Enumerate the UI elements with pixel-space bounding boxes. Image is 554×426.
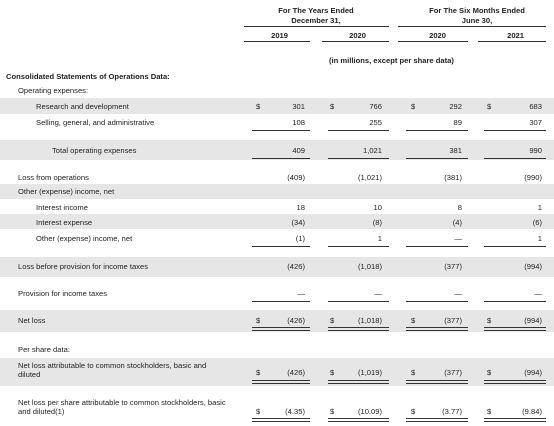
value-cell: — xyxy=(374,289,382,298)
subtotal-rule xyxy=(328,158,389,159)
row-label: Research and development xyxy=(36,102,129,111)
row-label: Provision for income taxes xyxy=(18,289,108,298)
subtotal-rule xyxy=(328,130,389,131)
units-note: (in millions, except per share data) xyxy=(329,56,454,65)
years-header-title: For The Years Ended xyxy=(278,6,354,15)
col-rule xyxy=(478,41,546,42)
row-label: Other (expense) income, net xyxy=(18,187,115,196)
subtotal-rule xyxy=(484,158,546,159)
value-cell: 683 xyxy=(529,102,542,111)
col-header-2020-year: 2020 xyxy=(349,31,366,40)
dollar-sign: $ xyxy=(487,407,492,416)
value-cell: (1,019) xyxy=(357,368,382,377)
value-cell: (9.84) xyxy=(522,407,542,416)
value-cell: 255 xyxy=(369,118,382,127)
double-rule xyxy=(484,327,546,331)
years-header-sub: December 31, xyxy=(291,16,341,25)
subtotal-rule xyxy=(328,301,389,302)
value-cell: (381) xyxy=(444,173,462,182)
value-cell: 381 xyxy=(449,146,462,155)
dollar-sign: $ xyxy=(256,368,261,377)
value-cell: (426) xyxy=(287,316,305,325)
value-cell: 301 xyxy=(292,102,305,111)
value-cell: 10 xyxy=(373,203,382,212)
dollar-sign: $ xyxy=(487,102,492,111)
value-cell: (1,018) xyxy=(357,316,382,325)
subtotal-rule xyxy=(252,246,310,247)
dollar-sign: $ xyxy=(330,368,335,377)
value-cell: — xyxy=(454,234,462,243)
row-label: Operating expenses: xyxy=(18,86,89,95)
subtotal-rule xyxy=(406,130,468,131)
value-cell: (994) xyxy=(524,262,542,271)
value-cell: — xyxy=(454,289,462,298)
value-cell: (34) xyxy=(291,218,305,227)
six-months-header-title: For The Six Months Ended xyxy=(429,6,525,15)
value-cell: (8) xyxy=(372,218,382,227)
dollar-sign: $ xyxy=(411,407,416,416)
subtotal-rule xyxy=(406,158,468,159)
section-title: Consolidated Statements of Operations Data: xyxy=(6,72,170,81)
header-rule xyxy=(244,26,389,27)
value-cell: (10.09) xyxy=(357,407,382,416)
value-cell: (1,018) xyxy=(357,262,382,271)
dollar-sign: $ xyxy=(330,102,335,111)
subtotal-rule xyxy=(484,130,546,131)
header-rule xyxy=(398,26,546,27)
value-cell: (994) xyxy=(524,368,542,377)
row-label: Selling, general, and administrative xyxy=(36,118,155,127)
value-cell: 108 xyxy=(292,118,305,127)
row-label: Per share data: xyxy=(18,345,70,354)
double-rule xyxy=(328,380,389,384)
value-cell: (994) xyxy=(524,316,542,325)
value-cell: 307 xyxy=(529,118,542,127)
value-cell: 8 xyxy=(457,203,462,212)
subtotal-rule xyxy=(252,130,310,131)
value-cell: 18 xyxy=(296,203,305,212)
row-label: Interest income xyxy=(36,203,88,212)
double-rule xyxy=(484,418,546,422)
row-label: Total operating expenses xyxy=(52,146,137,155)
value-cell: (426) xyxy=(287,262,305,271)
dollar-sign: $ xyxy=(411,102,416,111)
col-header-2019: 2019 xyxy=(271,31,288,40)
col-rule xyxy=(244,41,310,42)
col-header-2021: 2021 xyxy=(507,31,524,40)
value-cell: (1) xyxy=(295,234,305,243)
col-header-2020-six: 2020 xyxy=(429,31,446,40)
value-cell: (377) xyxy=(444,262,462,271)
value-cell: 292 xyxy=(449,102,462,111)
dollar-sign: $ xyxy=(411,316,416,325)
double-rule xyxy=(252,380,310,384)
col-rule xyxy=(398,41,468,42)
dollar-sign: $ xyxy=(330,407,335,416)
subtotal-rule xyxy=(484,246,546,247)
subtotal-rule xyxy=(328,246,389,247)
row-label: Net loss xyxy=(18,316,46,325)
double-rule xyxy=(328,327,389,331)
row-label: Loss from operations xyxy=(18,173,89,182)
row-label: Net loss attributable to common stockholders, basic and diluted xyxy=(18,361,207,379)
dollar-sign: $ xyxy=(487,368,492,377)
dollar-sign: $ xyxy=(411,368,416,377)
value-cell: (426) xyxy=(287,368,305,377)
double-rule xyxy=(252,418,310,422)
row-label: Interest expense xyxy=(36,218,93,227)
value-cell: — xyxy=(297,289,305,298)
value-cell: — xyxy=(534,289,542,298)
col-rule xyxy=(322,41,389,42)
value-cell: (6) xyxy=(532,218,542,227)
double-rule xyxy=(252,327,310,331)
value-cell: (3.77) xyxy=(442,407,462,416)
value-cell: 1 xyxy=(537,234,542,243)
subtotal-rule xyxy=(252,158,310,159)
value-cell: 409 xyxy=(292,146,305,155)
dollar-sign: $ xyxy=(487,316,492,325)
value-cell: 1,021 xyxy=(362,146,382,155)
row-label: Other (expense) income, net xyxy=(36,234,133,243)
value-cell: (4) xyxy=(452,218,462,227)
double-rule xyxy=(484,380,546,384)
value-cell: (1,021) xyxy=(357,173,382,182)
value-cell: 1 xyxy=(377,234,382,243)
dollar-sign: $ xyxy=(330,316,335,325)
value-cell: 89 xyxy=(453,118,462,127)
row-label: Net loss per share attributable to common stockholders, basic and diluted(1) xyxy=(18,398,226,416)
value-cell: (4.35) xyxy=(285,407,305,416)
subtotal-rule xyxy=(484,301,546,302)
double-rule xyxy=(406,418,468,422)
dollar-sign: $ xyxy=(256,102,261,111)
subtotal-rule xyxy=(406,301,468,302)
double-rule xyxy=(406,327,468,331)
value-cell: (377) xyxy=(444,368,462,377)
double-rule xyxy=(328,418,389,422)
subtotal-rule xyxy=(406,246,468,247)
six-months-header-sub: June 30, xyxy=(461,16,493,25)
value-cell: (990) xyxy=(524,173,542,182)
value-cell: (409) xyxy=(287,173,305,182)
dollar-sign: $ xyxy=(256,407,261,416)
value-cell: (377) xyxy=(444,316,462,325)
value-cell: 1 xyxy=(537,203,542,212)
double-rule xyxy=(406,380,468,384)
value-cell: 990 xyxy=(529,146,542,155)
subtotal-rule xyxy=(252,301,310,302)
row-label: Loss before provision for income taxes xyxy=(18,262,149,271)
dollar-sign: $ xyxy=(256,316,261,325)
value-cell: 766 xyxy=(369,102,382,111)
